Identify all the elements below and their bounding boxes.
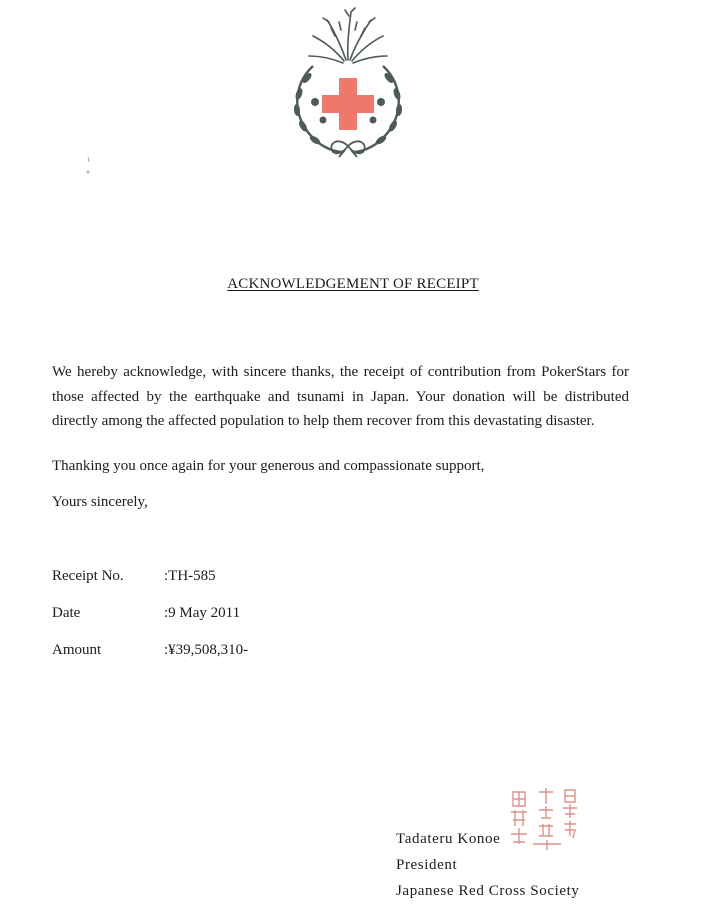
body-paragraph: We hereby acknowledge, with sincere thanks, the receipt of contribution from PokerStars for those affected by the earthquake and tsunami in Japan. Your donation will be distributed directly among the affected population to help them recover from this devastating disaster. xyxy=(52,364,629,429)
closing-line: Yours sincerely, xyxy=(52,494,148,510)
paulownia-crest-icon xyxy=(309,8,387,63)
red-cross-emblem-logo xyxy=(283,6,413,158)
ribbon-bow-icon xyxy=(331,141,364,157)
signatory-organization: Japanese Red Cross Society xyxy=(396,883,580,899)
signatory-name: Tadateru Konoe xyxy=(396,831,501,847)
amount-value: :¥39,508,310- xyxy=(164,642,249,658)
receipt-number-value: :TH-585 xyxy=(164,568,216,584)
date-value: :9 May 2011 xyxy=(164,605,241,621)
signature-block xyxy=(396,826,580,904)
receipt-number-label: Receipt No. xyxy=(52,568,124,584)
scan-speck xyxy=(84,156,92,178)
thanks-line: Thanking you once again for your generous and compassionate support, xyxy=(52,458,485,474)
document-title: ACKNOWLEDGEMENT OF RECEIPT xyxy=(227,276,479,292)
signatory-position: President xyxy=(396,857,458,873)
red-cross-icon xyxy=(322,78,374,130)
date-label: Date xyxy=(52,605,81,621)
amount-label: Amount xyxy=(52,642,102,658)
